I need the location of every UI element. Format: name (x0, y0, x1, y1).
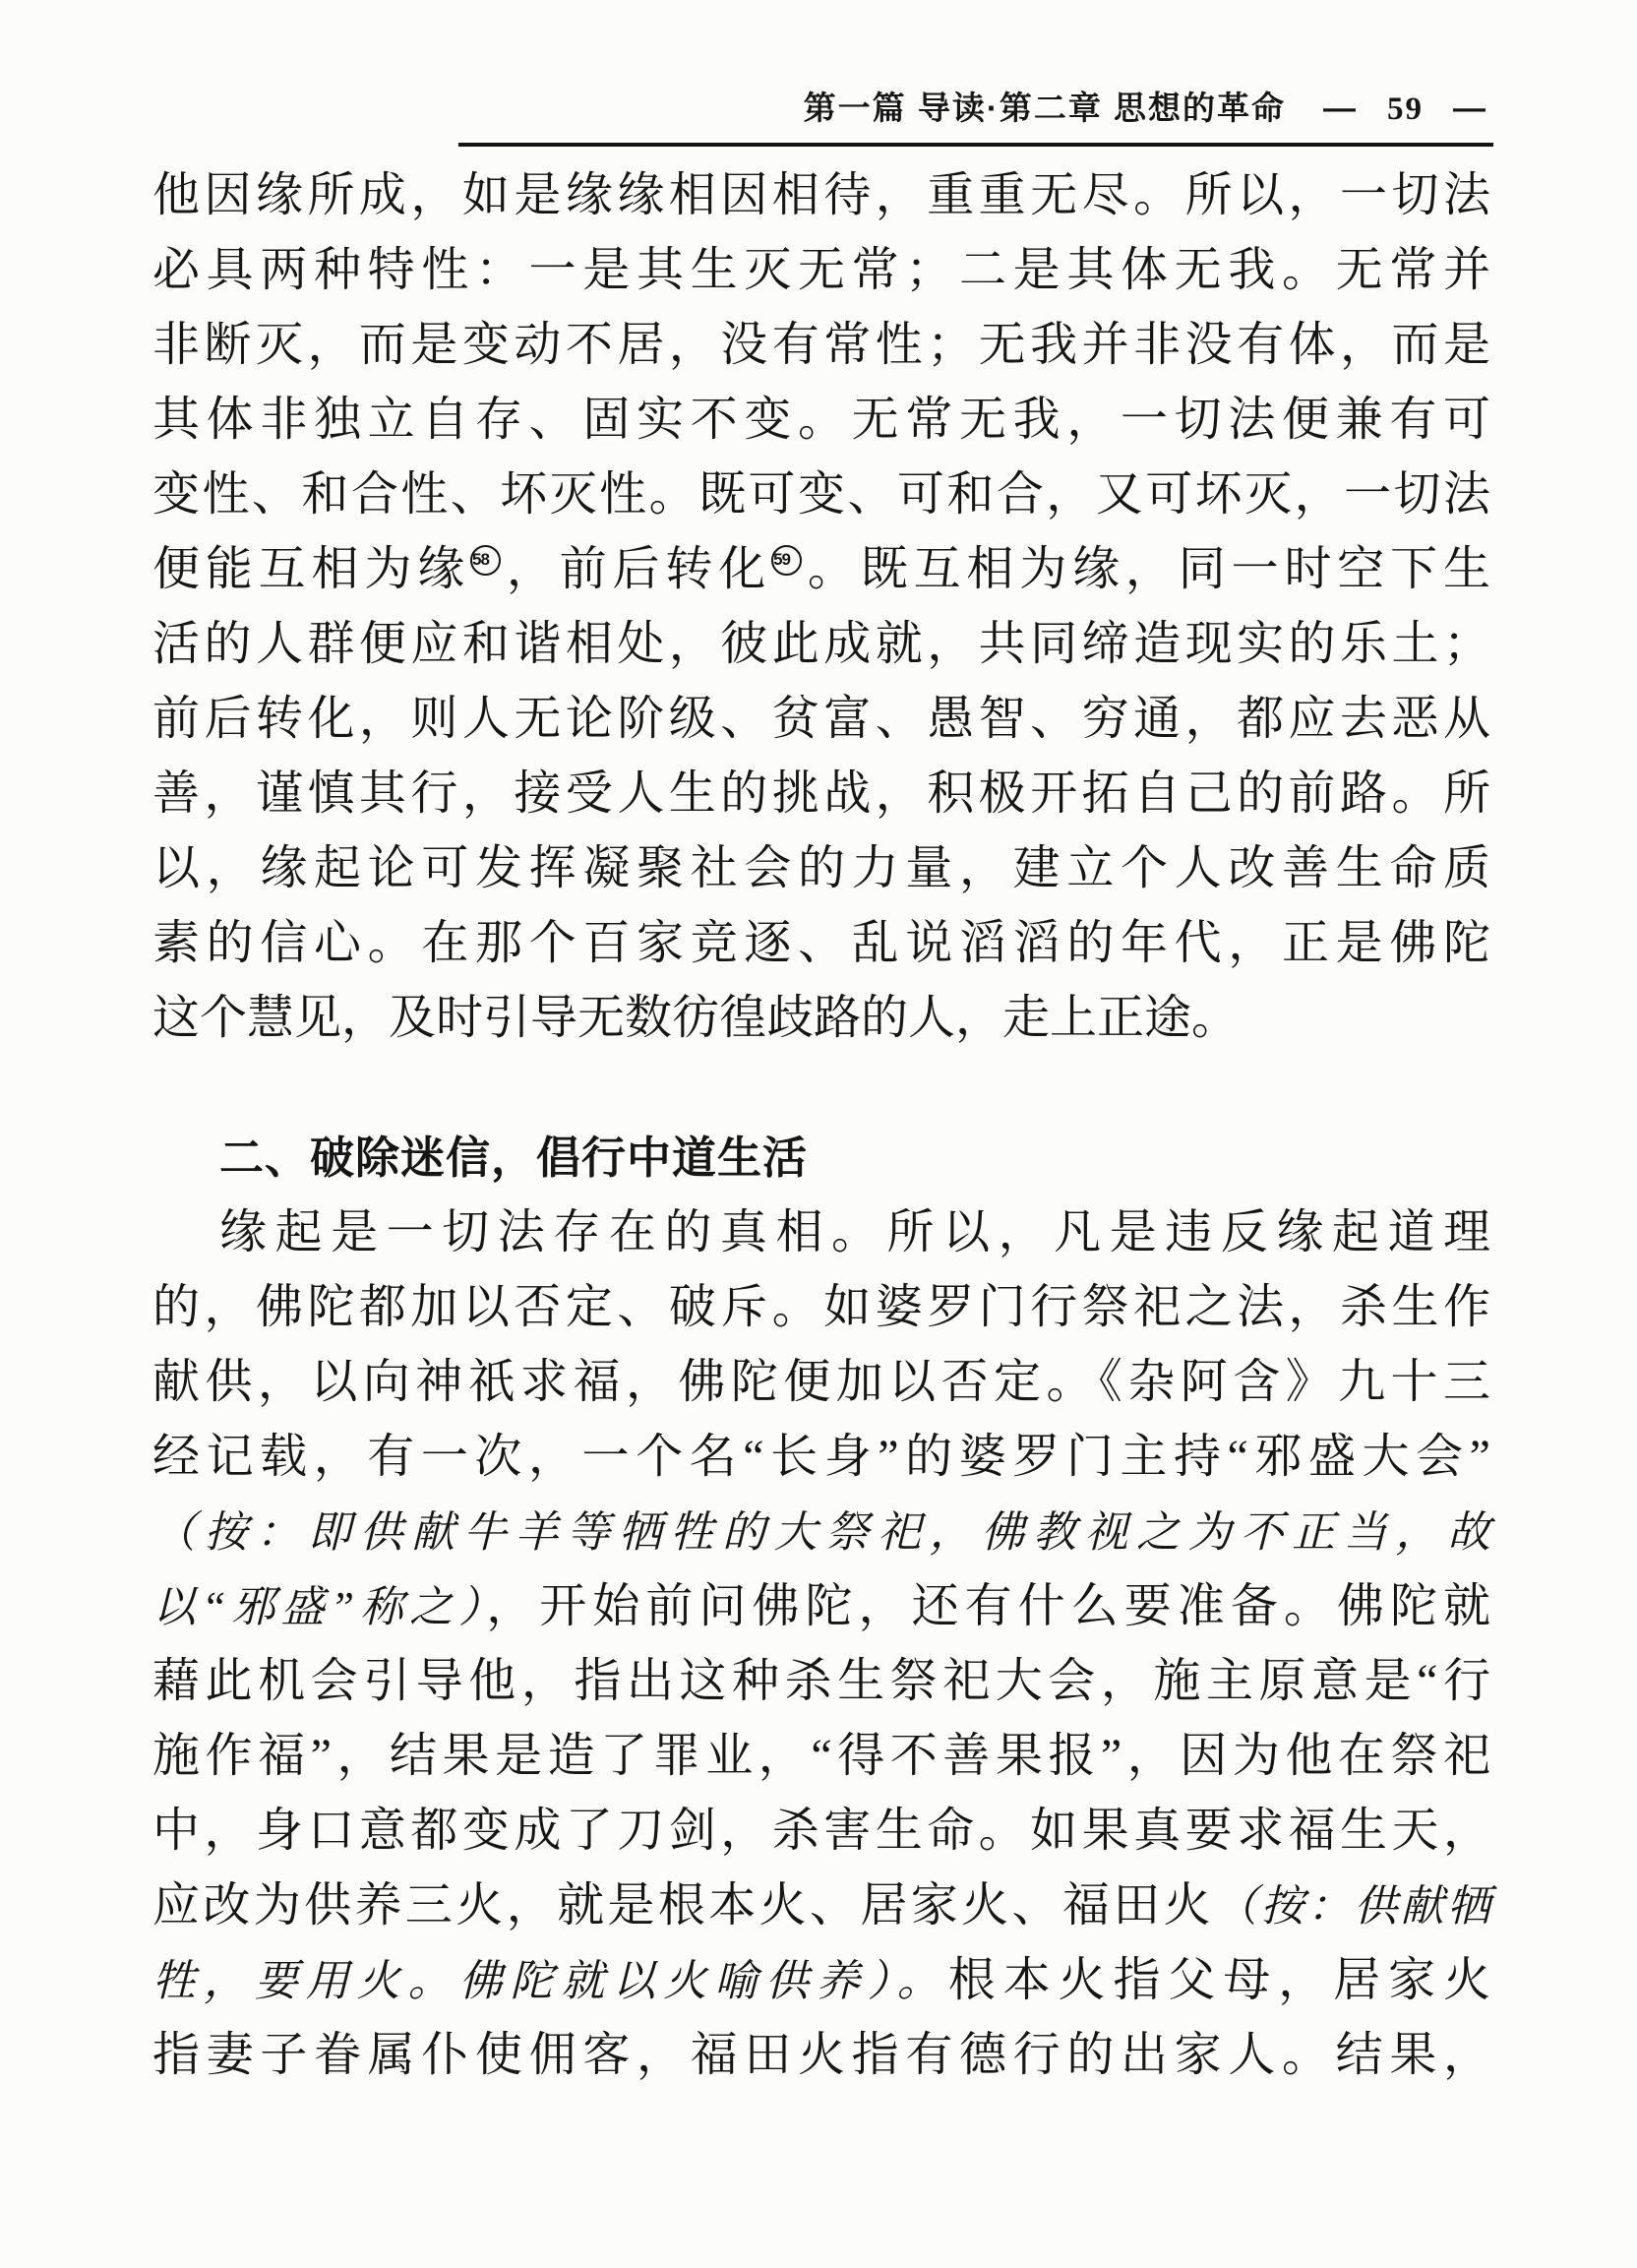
text-line (152, 233, 1490, 308)
body-text: 必具两种特性：一是其生灭无常；二是其体无我。无常并 (152, 244, 1490, 296)
body-text: 。既互相为缘，同一时空下生 (802, 543, 1490, 595)
annotation-text: 牲，要用火。佛陀就以火喻供养）。 (152, 1957, 948, 2005)
body-text: 的，佛陀都加以否定、破斥。如婆罗门行祭祀之法，杀生作 (152, 1281, 1490, 1333)
body-text: 素的信心。在那个百家竞逐、乱说滔滔的年代，正是佛陀 (152, 917, 1490, 969)
text-line (152, 1270, 1490, 1345)
text-line (152, 532, 1490, 607)
text-line (152, 1345, 1490, 1420)
body-text: 经记载，有一次，一个名“长身”的婆罗门主持“邪盛大会” (152, 1431, 1490, 1483)
footnote-ref: 59 (771, 545, 802, 576)
body-text: 活的人群便应和谐相处，彼此成就，共同缔造现实的乐土； (152, 618, 1490, 670)
text-line (152, 1644, 1490, 1719)
annotation-text: （按：供献牺 (1214, 1882, 1490, 1931)
text-line (152, 1794, 1490, 1869)
text-line (152, 981, 1490, 1056)
section-heading: 二、破除迷信，倡行中道生活 (219, 1133, 809, 1183)
footnote-ref: 58 (470, 545, 501, 576)
running-header-title: 第一篇 导读·第二章 思想的革命 (803, 90, 1286, 126)
running-header (458, 83, 1493, 147)
text-line (152, 757, 1490, 831)
body-text: 前后转化，则人无论阶级、贫富、愚智、穷通，都应去恶从 (152, 693, 1490, 745)
body-text: 善，谨慎其行，接受人生的挑战，积极开拓自己的前路。所 (152, 767, 1490, 820)
text-line (152, 1195, 1490, 1270)
body-text: 献供，以向神祇求福，佛陀便加以否定。《杂阿含》九十三 (152, 1356, 1490, 1408)
body-text: 其体非独立自存、固实不变。无常无我，一切法便兼有可 (152, 394, 1490, 446)
text-line (152, 308, 1490, 383)
annotation-text: 以“邪盛”称之） (152, 1583, 487, 1631)
body-text: 藉此机会引导他，指出这种杀生祭祀大会，施主原意是“行 (152, 1655, 1490, 1707)
body-text: ，前后转化 (501, 543, 772, 595)
paragraph-continuation (152, 158, 1490, 1056)
body-text: 应改为供养三火，就是根本火、居家火、福田火 (152, 1879, 1215, 1931)
page-number-dash-right: — (1453, 90, 1487, 126)
page-number: 59 (1387, 92, 1424, 127)
body-text: 以，缘起论可发挥凝聚社会的力量，建立个人改善生命质 (152, 842, 1490, 894)
body-text: 他因缘所成，如是缘缘相因相待，重重无尽。所以，一切法 (152, 169, 1490, 221)
body-text: 根本火指父母，居家火 (947, 1954, 1490, 2006)
text-line (152, 607, 1490, 682)
text-line (152, 2018, 1490, 2093)
text-line (152, 906, 1490, 981)
body-text: 中，身口意都变成了刀剑，杀害生命。如果真要求福生天， (152, 1805, 1490, 1857)
body-text: 变性、和合性、坏灭性。既可变、可和合，又可坏灭，一切法 (152, 468, 1490, 521)
text-line (152, 1495, 1490, 1569)
body-text: ，开始前问佛陀，还有什么要准备。佛陀就 (486, 1580, 1490, 1632)
text-line (152, 1719, 1490, 1794)
text-line (152, 458, 1490, 532)
text-line (152, 383, 1490, 458)
body-text: 指妻子眷属仆使佣客，福田火指有德行的出家人。结果， (152, 2029, 1490, 2081)
body-text: 缘起是一切法存在的真相。所以，凡是违反缘起道理 (219, 1206, 1490, 1258)
text-line (152, 1569, 1490, 1644)
text-line (152, 158, 1490, 233)
text-line (152, 1869, 1490, 1943)
body-text: 施作福”，结果是造了罪业，“得不善果报”，因为他在祭祀 (152, 1730, 1490, 1782)
text-line (152, 682, 1490, 757)
paragraph-section2 (152, 1195, 1490, 2093)
page-number-dash-left: — (1323, 90, 1358, 126)
text-line (152, 831, 1490, 906)
body-text: 这个慧见，及时引导无数彷徨歧路的人，走上正途。 (152, 992, 1240, 1044)
text-line (152, 1420, 1490, 1495)
text-line (152, 1943, 1490, 2018)
body-text: 便能互相为缘 (152, 543, 471, 595)
body-text: 非断灭，而是变动不居，没有常性；无我并非没有体，而是 (152, 319, 1490, 371)
page-body (152, 158, 1490, 2093)
annotation-text: （按：即供献牛羊等牺牲的大祭祀，佛教视之为不正当，故 (152, 1508, 1490, 1557)
